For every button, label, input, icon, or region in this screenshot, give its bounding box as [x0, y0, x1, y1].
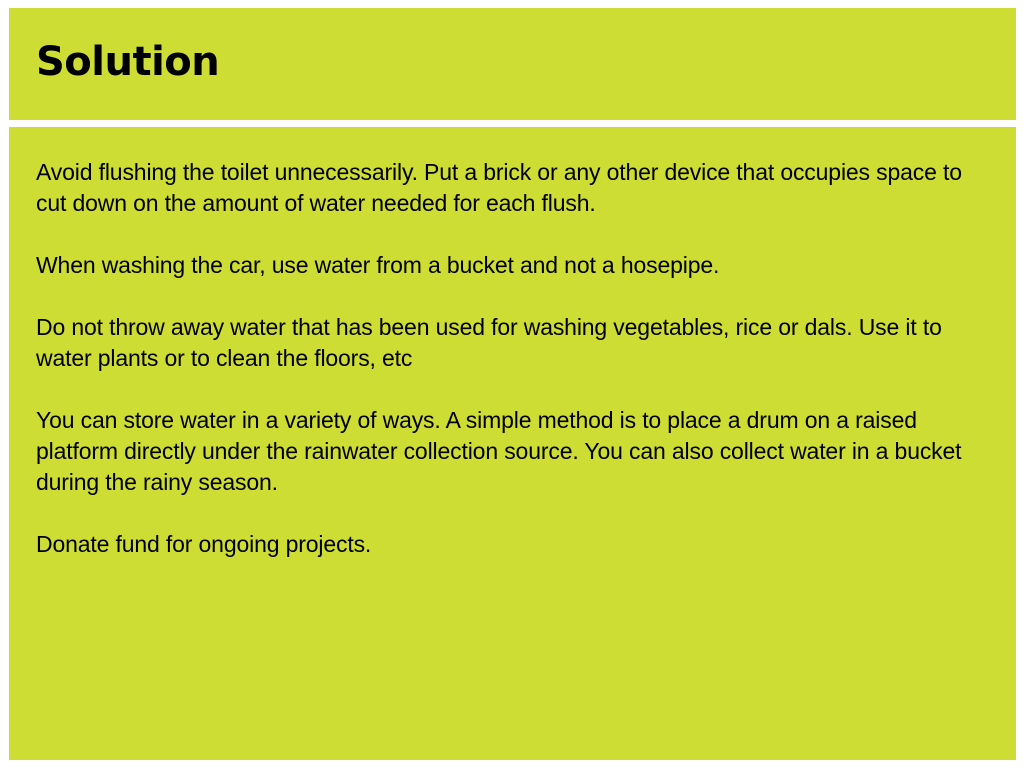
paragraph-list	[36, 157, 996, 591]
paragraph-toilet-flushing: Avoid flushing the toilet unnecessarily. Put a brick or any other device that occupies space to cut down on the amount of water needed for each flush.	[36, 159, 962, 216]
paragraph-donate: Donate fund for ongoing projects.	[36, 531, 372, 557]
title-panel	[9, 8, 1016, 120]
slide-title: Solution	[36, 39, 220, 85]
content-panel	[9, 127, 1016, 760]
paragraph-car-washing: When washing the car, use water from a bucket and not a hosepipe.	[36, 252, 720, 278]
paragraph-reuse-water: Do not throw away water that has been used for washing vegetables, rice or dals. Use it to water plants or to clean the floors, etc	[36, 314, 942, 371]
paragraph-store-water: You can store water in a variety of ways. A simple method is to place a drum on a raised platform directly under the rainwater collection source. You can also collect water in a bucket during the rainy season.	[36, 407, 962, 495]
